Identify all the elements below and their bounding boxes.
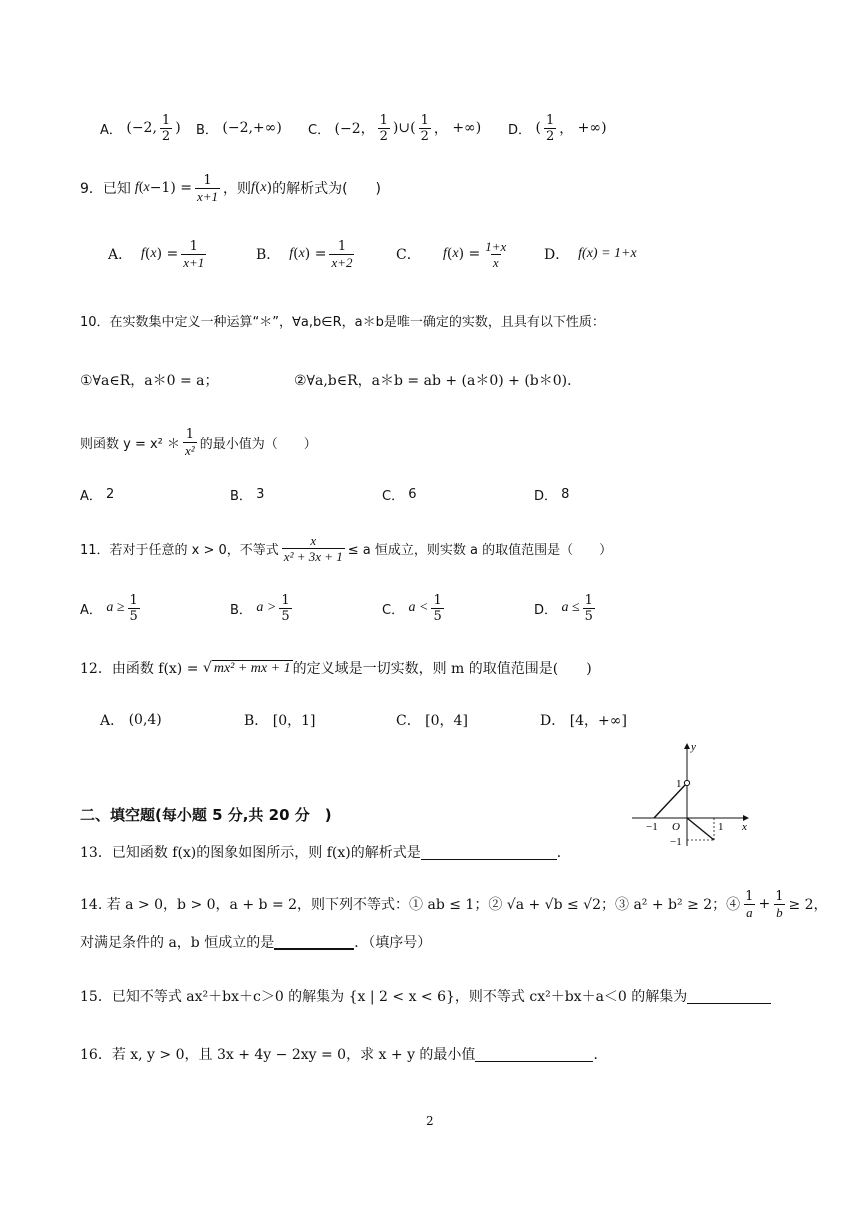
q8-a-half: $\frac{1}{2}$: [161, 112, 171, 144]
q12-option-a: A． (0,4): [100, 712, 162, 729]
open-point: [684, 780, 689, 785]
x-axis-label: x: [742, 821, 747, 833]
q8-option-b: B． (−2,+∞): [196, 120, 282, 138]
q11-option-d: D． a ≤ $\frac{1}{5}$: [534, 592, 593, 624]
q12-option-c: C． [0，4]: [396, 713, 468, 729]
q14-answer-blank[interactable]: [274, 934, 354, 950]
q15-answer-blank[interactable]: [687, 989, 771, 1004]
q9-option-d: D． f(x) = 1+x: [544, 246, 637, 263]
q16-answer-blank[interactable]: [475, 1047, 593, 1062]
q12-option-b: B． [0，1]: [244, 713, 316, 729]
q10-stem: 10．在实数集中定义一种运算“＊”，∀a,b∈R，a＊b是唯一确定的实数，且具有以下性质：: [80, 314, 605, 330]
origin-label: O: [672, 821, 680, 833]
q13-answer-blank[interactable]: [421, 845, 557, 860]
q16-stem: 16．若 x, y > 0，且 3x + 4y − 2xy = 0，求 x + y 的最小值 ．: [80, 1047, 608, 1063]
q9-option-a: A． f ( x ) = $\frac{1}{x+1}$: [108, 238, 205, 270]
q14-line-2: 对满足条件的 a，b 恒成立的是 ．（填序号）: [80, 935, 432, 951]
q10-option-b: B． 3: [230, 486, 265, 504]
q11-option-b: B． a > $\frac{1}{5}$: [230, 592, 290, 624]
q8-option-d: D． ( $\frac{1}{2}$ ， +∞): [508, 112, 607, 144]
q10-question: 则函数 y = x² ＊ $\frac{1}{\text{x²}}$ 的最小值为（ ）: [80, 426, 317, 458]
q13-stem: 13．已知函数 f(x)的图象如图所示，则 f(x)的解析式是 ．: [80, 845, 571, 861]
q10-prop-2: ②∀a,b∈R，a＊b = ab + (a＊0) + (b＊0)．: [294, 373, 582, 389]
section-2-title: 二、填空题(每小题 5 分,共 20 分 ): [80, 805, 332, 824]
q12-stem: 12．由函数 f(x) = √ mx² + mx + 1 的定义域是一切实数，则 m 的取值范围是( ): [80, 660, 592, 677]
q8-option-c: C． (−2， $\frac{1}{2}$ ) ∪ ( $\frac{1}{2}$ ， +∞): [308, 112, 482, 144]
tick-label-x-1: 1: [718, 821, 724, 833]
q10-option-a: A． 2: [80, 486, 115, 504]
q9-option-b: B． f ( x ) = $\frac{1}{x+2}$: [256, 238, 353, 270]
function-graph: [624, 738, 760, 854]
q11-stem: 11．若对于任意的 x > 0，不等式 $\frac{x}{\text{x² + 3x + 1}}$ ≤ a 恒成立，则实数 a 的取值范围是（ ）: [80, 532, 613, 564]
q9-stem: 9．已知 f ( x −1) = $\frac{1}{x+1}$ ，则 f ( x ) 的解析式为( ): [80, 172, 382, 204]
q9-option-c: C． f ( x ) = $\frac{1+x}{x}$: [396, 238, 507, 270]
tick-label-y-1: 1: [676, 778, 682, 790]
tick-label-x-neg1: −1: [646, 821, 658, 833]
y-axis-label: y: [691, 741, 696, 753]
q10-option-d: D． 8: [534, 486, 570, 504]
q11-option-c: C． a < $\frac{1}{5}$: [382, 592, 442, 624]
q11-option-a: A． a ≥ $\frac{1}{5}$: [80, 592, 138, 624]
q14-stem: 14. 若 a > 0，b > 0，a + b = 2，则下列不等式：① ab ≤ 1；② √a + √b ≤ √2；③ a² + b² ≥ 2；④ $\frac{1}{a}$ + $\frac{1}{b}$ ≥ 2，: [80, 888, 828, 920]
tick-label-y-neg1: −1: [670, 836, 682, 848]
q8-option-a: A． (−2, $\frac{1}{2}$ ): [100, 112, 181, 144]
q15-stem: 15．已知不等式 ax²＋bx＋c＞0 的解集为 {x | 2 < x < 6}，则不等式 cx²＋bx＋a＜0 的解集为: [80, 982, 771, 1010]
graph-segment-right: [687, 818, 714, 840]
page-number: 2: [426, 1114, 434, 1128]
q12-option-d: D． [4，+∞]: [540, 713, 627, 729]
q10-option-c: C． 6: [382, 486, 417, 504]
q10-prop-1: ①∀a∈R，a＊0 = a；: [80, 373, 219, 389]
